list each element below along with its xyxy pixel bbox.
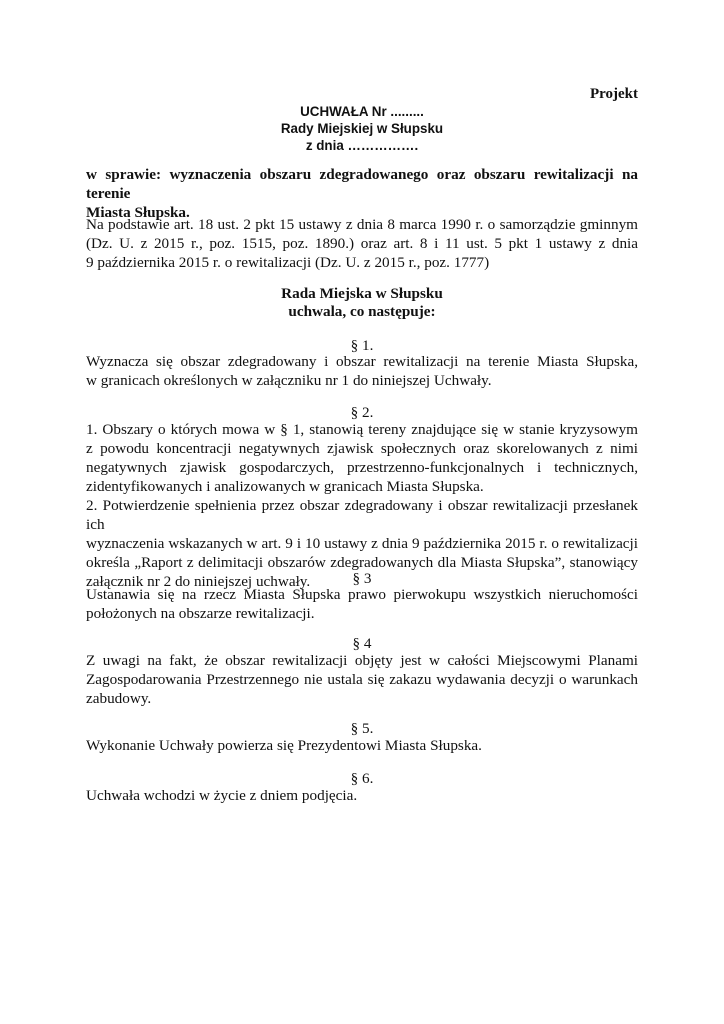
section-line: zabudowy. bbox=[86, 690, 152, 707]
section-line: z powodu koncentracji negatywnych zjawisk społecznych oraz skorelowanych z nimi bbox=[86, 440, 638, 457]
resolution-date: z dnia ……………. bbox=[305, 138, 419, 153]
resolution-title: UCHWAŁA Nr ......... bbox=[300, 104, 424, 119]
section-2-body bbox=[86, 420, 638, 591]
subject-line: w sprawie: wyznaczenia obszaru zdegradowanego oraz obszaru rewitalizacji na terenie bbox=[86, 166, 638, 202]
section-line: 2. Potwierdzenie spełnienia przez obszar zdegradowany i obszar rewitalizacji przesłanek ich bbox=[86, 497, 638, 533]
subject-line: Miasta Słupska. bbox=[86, 204, 190, 221]
legal-basis bbox=[86, 215, 638, 272]
draft-label: Projekt bbox=[589, 86, 638, 102]
section-heading: § 6. bbox=[350, 770, 374, 787]
section-line: Z uwagi na fakt, że obszar rewitalizacji objęty jest w całości Miejscowymi Planami bbox=[86, 652, 638, 669]
section-5-body bbox=[86, 736, 638, 755]
section-line: 1. Obszary o których mowa w § 1, stanowią tereny znajdujące się w stanie kryzysowym bbox=[86, 421, 638, 438]
section-line: załącznik nr 2 do niniejszej uchwały. bbox=[86, 573, 311, 590]
subject bbox=[86, 165, 638, 222]
section-line: Wykonanie Uchwały powierza się Prezydentowi Miasta Słupska. bbox=[86, 737, 482, 754]
section-heading: § 1. bbox=[350, 337, 374, 354]
section-heading: § 5. bbox=[350, 720, 374, 737]
legal-basis-line: (Dz. U. z 2015 r., poz. 1515, poz. 1890.) oraz art. 8 i 11 ust. 5 pkt 1 ustawy z dnia bbox=[86, 235, 638, 252]
section-heading: § 2. bbox=[350, 404, 374, 421]
section-heading: § 3 bbox=[352, 570, 372, 587]
council-heading: Rada Miejska w Słupsku bbox=[281, 285, 443, 302]
section-line: Ustanawia się na rzecz Miasta Słupska prawo pierwokupu wszystkich nieruchomości bbox=[86, 586, 638, 603]
section-3-body bbox=[86, 585, 638, 623]
section-line: Uchwała wchodzi w życie z dniem podjęcia. bbox=[86, 787, 358, 804]
section-line: położonych na obszarze rewitalizacji. bbox=[86, 605, 315, 622]
legal-basis-line: 9 października 2015 r. o rewitalizacji (Dz. U. z 2015 r., poz. 1777) bbox=[86, 254, 490, 271]
section-line: w granicach określonych w załączniku nr 1 do niniejszej Uchwały. bbox=[86, 372, 492, 389]
section-6-body bbox=[86, 786, 638, 805]
section-line: negatywnych zjawisk gospodarczych, przestrzenno-funkcjonalnych i technicznych, bbox=[86, 459, 638, 476]
section-heading: § 4 bbox=[352, 635, 372, 652]
legal-basis-line: Na podstawie art. 18 ust. 2 pkt 15 ustawy z dnia 8 marca 1990 r. o samorządzie gminnym bbox=[86, 216, 638, 233]
section-4-body bbox=[86, 651, 638, 708]
section-line: zidentyfikowanych i analizowanych w granicach Miasta Słupska. bbox=[86, 478, 484, 495]
council-name: Rady Miejskiej w Słupsku bbox=[280, 121, 444, 136]
section-1-body bbox=[86, 352, 638, 390]
section-line: wyznaczenia wskazanych w art. 9 i 10 ustawy z dnia 9 października 2015 r. o rewitalizacji bbox=[86, 535, 638, 552]
section-line: Zagospodarowania Przestrzennego nie ustala się zakazu wydawania decyzji o warunkach bbox=[86, 671, 638, 688]
resolves-heading: uchwala, co następuje: bbox=[288, 303, 436, 320]
section-line: Wyznacza się obszar zdegradowany i obszar rewitalizacji na terenie Miasta Słupska, bbox=[86, 353, 638, 370]
section-line: określa „Raport z delimitacji obszarów zdegradowanych dla Miasta Słupska”, stanowiący bbox=[86, 554, 638, 571]
